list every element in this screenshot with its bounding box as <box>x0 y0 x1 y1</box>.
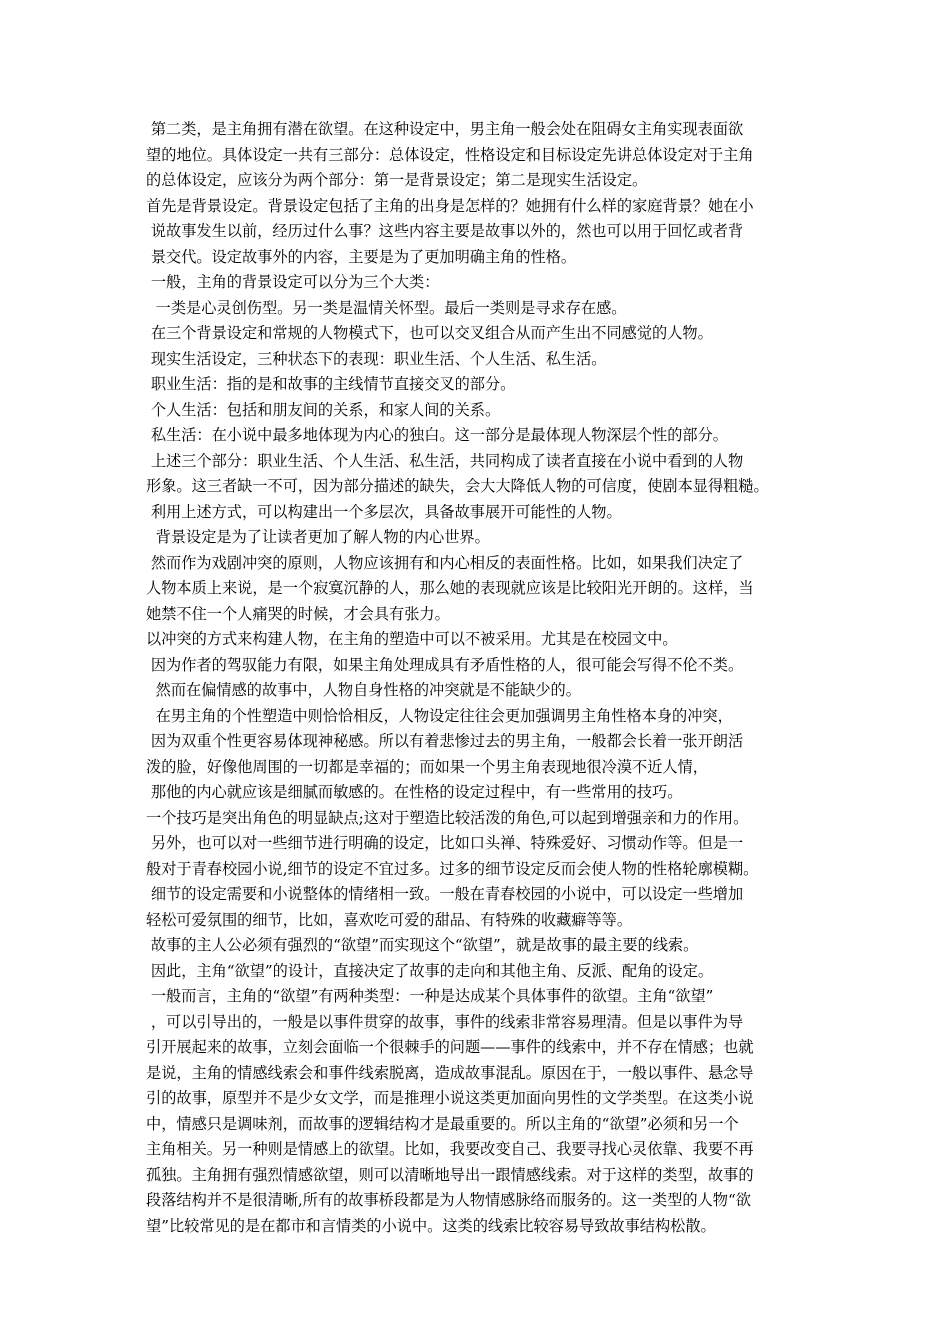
text-line: 形象。这三者缺一不可，因为部分描述的缺失，会大大降低人物的可信度，使剧本显得粗糙。 <box>146 477 769 495</box>
text-line: 人物本质上来说，是一个寂寞沉静的人，那么她的表现就应该是比较阳光开朗的。这样，当 <box>146 579 754 597</box>
text-line: 现实生活设定，三种状态下的表现：职业生活、个人生活、私生活。 <box>146 349 607 368</box>
text-line: 中，情感只是调味剂，而故事的逻辑结构才是最重要的。所以主角的“欲望”必须和另一个 <box>146 1114 739 1133</box>
text-line: 泼的脸，好像他周围的一切都是幸福的；而如果一个男主角表现地很冷漠不近人情， <box>146 757 708 776</box>
text-line: 望”比较常见的是在都市和言情类的小说中。这类的线索比较容易导致故事结构松散。 <box>146 1216 716 1235</box>
text-line: 的总体设定，应该分为两个部分：第一是背景设定；第二是现实生活设定。 <box>146 171 648 189</box>
text-line: 私生活：在小说中最多地体现为内心的独白。这一部分是最体现人物深层个性的部分。 <box>146 426 728 444</box>
text-line: ，可以引导出的，一般是以事件贯穿的故事，事件的线索非常容易理清。但是以事件为导 <box>146 1012 744 1031</box>
text-line: 职业生活：指的是和故事的主线情节直接交叉的部分。 <box>146 375 516 393</box>
text-line: 首先是背景设定。背景设定包括了主角的出身是怎样的？她拥有什么样的家庭背景？她在小 <box>146 196 754 215</box>
text-line: 段落结构并不是很清晰,所有的故事桥段都是为人物情感脉络而服务的。这一类型的人物“欲 <box>146 1191 751 1209</box>
text-line: 般对于青春校园小说,细节的设定不宜过多。过多的细节设定反而会使人物的性格轮廓模糊。 <box>146 859 759 878</box>
text-line: 一个技巧是突出角色的明显缺点;这对于塑造比较活泼的角色,可以起到增强亲和力的作用。 <box>146 808 749 827</box>
text-line: 是说，主角的情感线索会和事件线索脱离，造成故事混乱。原因在于，一般以事件、悬念导 <box>146 1063 754 1082</box>
text-line: 个人生活：包括和朋友间的关系，和家人间的关系。 <box>146 400 501 419</box>
text-line: 因为作者的驾驭能力有限，如果主角处理成具有矛盾性格的人，很可能会写得不伦不类。 <box>146 655 744 674</box>
text-line: 然而作为戏剧冲突的原则，人物应该拥有和内心相反的表面性格。比如，如果我们决定了 <box>146 553 744 572</box>
text-line: 引的故事，原型并不是少女文学，而是推理小说这类更加面向男性的文学类型。在这类小说 <box>146 1089 754 1107</box>
text-line: 利用上述方式，可以构建出一个多层次，具备故事展开可能性的人物。 <box>146 502 622 521</box>
text-line: 说故事发生以前，经历过什么事？这些内容主要是故事以外的，然也可以用于回忆或者背 <box>146 222 744 240</box>
text-line: 第二类，是主角拥有潜在欲望。在这种设定中，男主角一般会处在阻碍女主角实现表面欲 <box>146 120 744 138</box>
text-line: 那他的内心就应该是细腻而敏感的。在性格的设定过程中，有一些常用的技巧。 <box>146 783 683 801</box>
text-line: 在男主角的个性塑造中则恰恰相反，人物设定往往会更加强调男主角性格本身的冲突， <box>146 706 733 725</box>
text-line: 因为双重个性更容易体现神秘感。所以有着悲惨过去的男主角，一般都会长着一张开朗活 <box>146 732 744 750</box>
text-line: 轻松可爱氛围的细节，比如，喜欢吃可爱的甜品、有特殊的收藏癖等等。 <box>146 910 632 929</box>
text-line: 她禁不住一个人痛哭的时候，才会具有张力。 <box>146 604 450 623</box>
text-line: 景交代。设定故事外的内容，主要是为了更加明确主角的性格。 <box>146 247 577 266</box>
text-line: 望的地位。具体设定一共有三部分：总体设定，性格设定和目标设定先讲总体设定对于主角 <box>146 145 754 164</box>
text-line: 上述三个部分：职业生活、个人生活、私生活，共同构成了读者直接在小说中看到的人物 <box>146 451 744 470</box>
text-line: 孤独。主角拥有强烈情感欲望，则可以清晰地导出一跟情感线索。对于这样的类型，故事的 <box>146 1165 754 1184</box>
text-line: 因此，主角“欲望”的设计，直接决定了故事的走向和其他主角、反派、配角的设定。 <box>146 961 714 980</box>
text-line: 以冲突的方式来构建人物，在主角的塑造中可以不被采用。尤其是在校园文中。 <box>146 630 678 648</box>
text-line: 细节的设定需要和小说整体的情绪相一致。一般在青春校园的小说中，可以设定一些增加 <box>146 885 744 903</box>
text-line: 然而在偏情感的故事中，人物自身性格的冲突就是不能缺少的。 <box>146 681 581 699</box>
text-line: 一般，主角的背景设定可以分为三个大类： <box>146 273 440 291</box>
text-line: 故事的主人公必须有强烈的“欲望”而实现这个“欲望”，就是故事的最主要的线索。 <box>146 936 699 954</box>
text-line: 一般而言，主角的“欲望”有两种类型：一种是达成某个具体事件的欲望。主角“欲望” <box>146 987 714 1005</box>
text-line: 背景设定是为了让读者更加了解人物的内心世界。 <box>146 528 490 546</box>
text-line: 引开展起来的故事，立刻会面临一个很棘手的问题——事件的线索中，并不存在情感；也就 <box>146 1038 754 1056</box>
body-text <box>146 117 816 1239</box>
text-line: 一类是心灵创伤型。另一类是温情关怀型。最后一类则是寻求存在感。 <box>146 298 627 317</box>
text-line: 主角相关。另一种则是情感上的欲望。比如，我要改变自己、我要寻找心灵依靠、我要不再 <box>146 1140 754 1158</box>
text-line: 在三个背景设定和常规的人物模式下，也可以交叉组合从而产生出不同感觉的人物。 <box>146 324 713 342</box>
text-line: 另外，也可以对一些细节进行明确的设定，比如口头禅、特殊爱好、习惯动作等。但是一 <box>146 834 744 852</box>
